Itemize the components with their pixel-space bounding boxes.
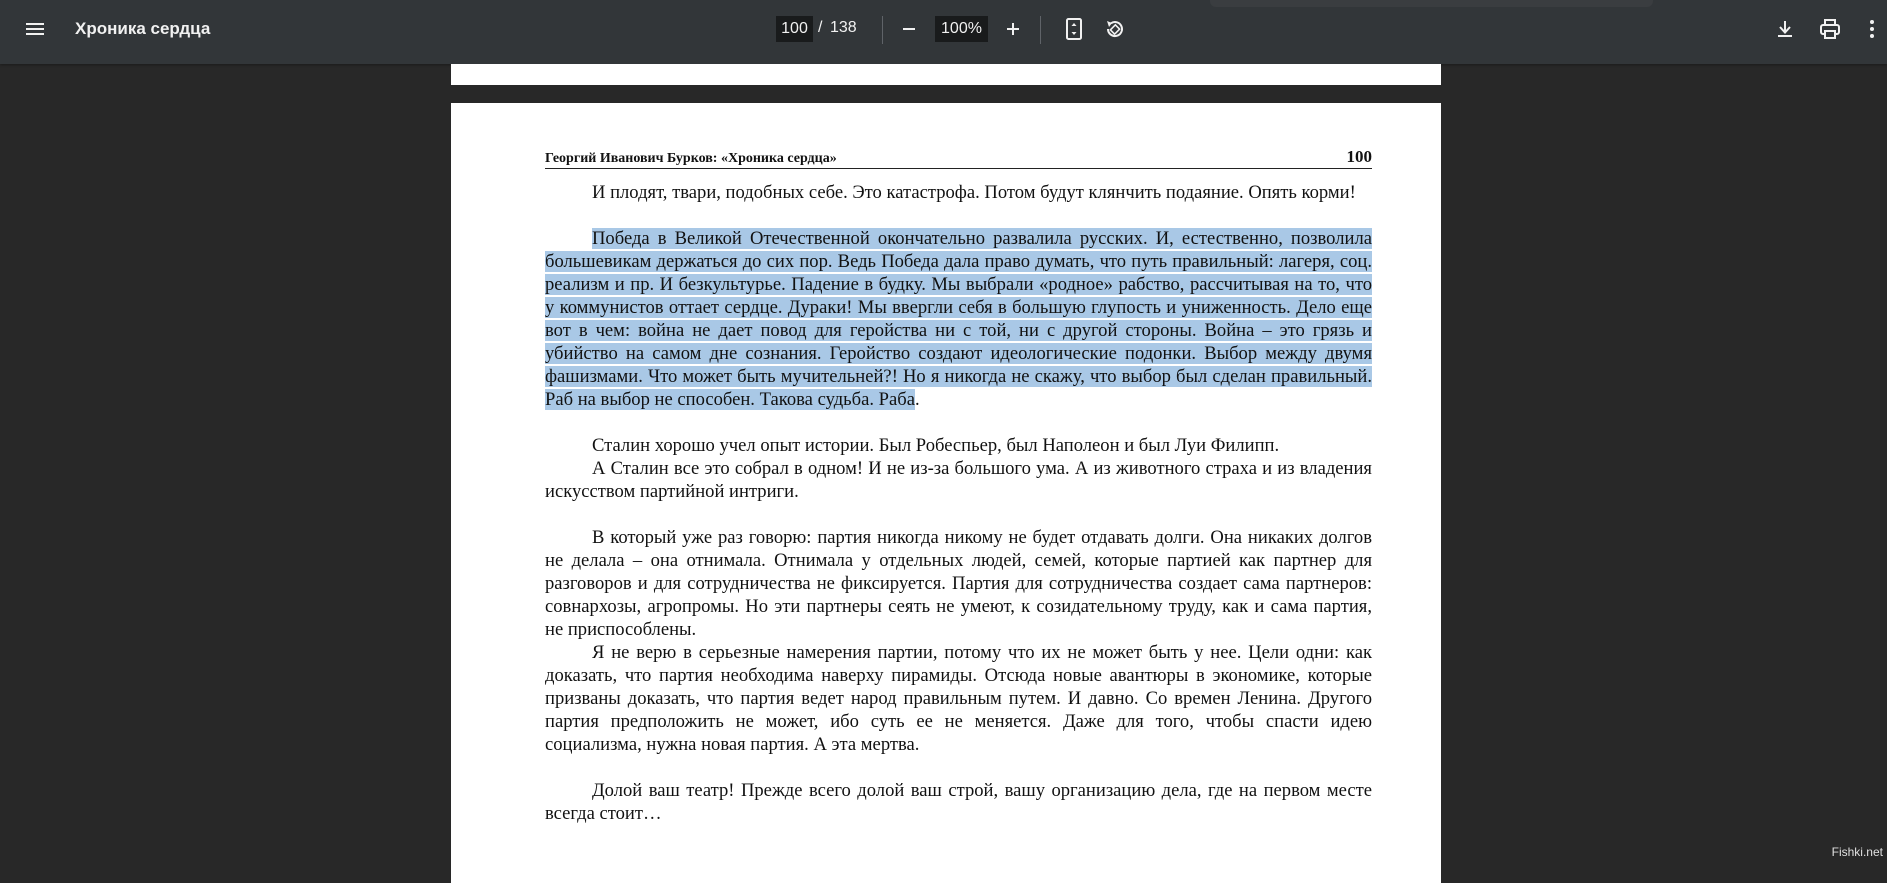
previous-page-edge xyxy=(451,64,1441,85)
page-number-input[interactable] xyxy=(776,16,813,42)
print-button[interactable] xyxy=(1812,11,1848,47)
paragraph: Долой ваш театр! Прежде всего долой ваш строй, вашу организацию дела, где на первом месте всегда стоит… xyxy=(545,780,1372,824)
download-button[interactable] xyxy=(1767,11,1803,47)
paragraph: Я не верю в серьезные намерения партии, потому что их не может быть у нее. Цели одни: как доказать, что партия необходима наверху пирамиды. Отсюда новые авантюры в экономике, которые призваны доказать, что партия ведет народ правильным путем. И давно. Со времен Ленина. Другого партия предположить не может, ибо суть ее не меняется. Даже для того, чтобы спасти идею социализма, нужна новая партия. А эта мертва. xyxy=(545,642,1372,755)
page-content xyxy=(545,147,1372,825)
menu-icon xyxy=(25,19,45,39)
document-title: Хроника сердца xyxy=(75,19,211,38)
zoom-out-button[interactable] xyxy=(891,11,927,47)
zoom-out-icon xyxy=(901,21,917,37)
pdf-page xyxy=(451,103,1441,883)
paragraph: А Сталин все это собрал в одном! И не из-за большого ума. А из животного страха и из владения искусством партийной интриги. xyxy=(545,458,1372,502)
fit-page-icon xyxy=(1064,18,1084,40)
rotate-button[interactable] xyxy=(1096,11,1132,47)
print-icon xyxy=(1819,19,1841,39)
running-head xyxy=(545,147,1372,169)
watermark: Fishki.net xyxy=(1831,845,1883,859)
rotate-icon xyxy=(1103,18,1125,40)
page-total: 138 xyxy=(830,19,857,36)
paragraph: Сталин хорошо учел опыт истории. Был Робеспьер, был Наполеон и был Луи Филипп. xyxy=(592,435,1280,456)
download-icon xyxy=(1775,19,1795,39)
selected-paragraph[interactable] xyxy=(545,227,1372,411)
toolbar-divider xyxy=(1040,16,1041,44)
zoom-in-icon xyxy=(1005,21,1021,37)
paragraph: И плодят, твари, подобных себе. Это катастрофа. Потом будут клянчить подаяние. Опять корми! xyxy=(592,182,1356,203)
pdf-toolbar xyxy=(0,0,1887,64)
paragraph-tail: . xyxy=(914,389,920,410)
menu-button[interactable] xyxy=(17,11,53,47)
zoom-level-input[interactable] xyxy=(935,16,988,42)
toolbar-divider xyxy=(882,16,883,44)
zoom-in-button[interactable] xyxy=(995,11,1031,47)
paragraph: В который уже раз говорю: партия никогда никому не будет отдавать долги. Она никаких долгов не делала – она отнимала. Отнимала у отдельных людей, семей, которые партией как партнер для разговоров и для сотрудничества не фиксируется. Партия для сотрудничества создает сама партнеров: совнархозы, агропромы. Но эти партнеры сеять не умеют, к созидательному труду, как и сама партия, не приспособлены. xyxy=(545,527,1372,640)
text-selection[interactable]: Победа в Великой Отечественной окончательно развалила русских. И, естественно, позволила большевикам держаться до сих пор. Ведь Победа дала право думать, что путь правильный: лагеря, соц. реализм и пр. И безкультурье. Падение в будку. Мы выбрали «родное» рабство, рассчитывая на то, что у коммунистов оттает сердце. Дураки! Мы ввергли себя в большую глупость и униженность. Дело еще вот в чем: война не дает повод для геройства ни с той, ни с другой стороны. Война – это грязь и убийство на самом дне сознания. Геройство создают идеологические подонки. Выбор между двумя фашизмами. Что может быть мучительней?! Но я никогда не скажу, что выбор был сделан правильный. Раб на выбор не способен. Такова судьба. Раба xyxy=(545,228,1372,410)
fit-page-button[interactable] xyxy=(1056,11,1092,47)
more-vert-icon xyxy=(1869,19,1875,39)
overlay-strip xyxy=(1210,0,1653,7)
page-number-label: 100 xyxy=(1346,147,1372,166)
page-separator: / xyxy=(818,19,823,36)
running-head-title: Георгий Иванович Бурков: «Хроника сердца» xyxy=(545,151,837,166)
more-options-button[interactable] xyxy=(1860,11,1884,47)
